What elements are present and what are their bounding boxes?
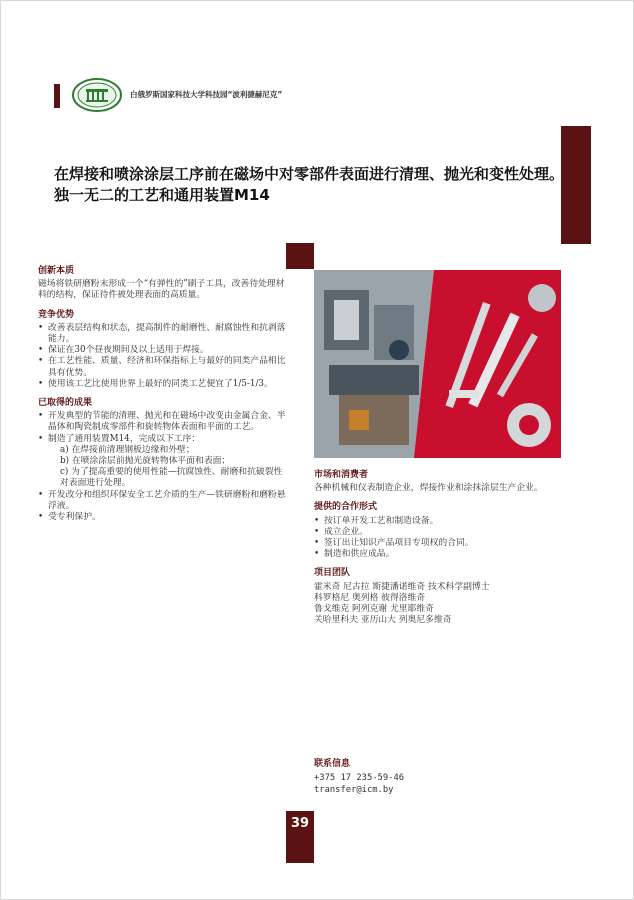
innovation-text: 磁场将铁研磨粉末形成一个“有弹性的”刷子工具，改善待处理材料的结构，保证待件被处理表面的高质量。 [38,279,285,301]
list-item: • 受专利保护。 [38,512,288,523]
market-heading: 市场和消费者 [314,470,369,480]
page-title: 在焊接和喷涂涂层工序前在磁场中对零部件表面进行清理、抛光和变性处理。独一无二的工艺和通用装置M14 [54,165,565,204]
market-text: 各种机械和仪表制造企业，焊接作业和涂抹涂层生产企业。 [314,483,543,494]
list-item: • 改善表层结构和状态，提高制件的耐磨性、耐腐蚀性和抗剥落能力。 [38,323,288,345]
cooperation-list [314,516,564,561]
list-item: • 制造和供应成品。 [314,549,564,560]
innovation-heading: 创新本质 [38,266,75,276]
list-item: • 签订出让知识产品项目专项权的合同。 [314,538,564,549]
sub-item: c) 为了提高重要的使用性能—抗腐蚀性、耐磨和抗破裂性对表面进行处理。 [60,467,283,489]
org-name: 白俄罗斯国家科技大学科技园“波利捷赫尼克” [130,90,283,99]
list-item: • 开发改分和组织环保安全工艺介质的生产—铁研磨粉和磨粉悬浮液。 [38,490,288,512]
left-column [38,266,288,531]
team-member: 科罗格尼 奥列格 彼得洛维奇 [314,592,426,603]
list-item-text: 制造了通用装置M14，完成以下工序： [48,433,201,444]
sub-list [48,445,288,490]
cooperation-heading: 提供的合作形式 [314,502,378,513]
contact-heading: 联系信息 [314,759,351,769]
team-member: 霍米奇 尼古拉 斯捷潘诺维奇 技术科学副博士 [314,581,490,592]
team-member: 鲁戈维克 阿列克谢 尤里耶维奇 [314,604,434,615]
list-item: • 按订单开发工艺和制造设备。 [314,516,564,527]
list-item: • 保证在30个昼夜期间及以上适用于焊接。 [38,345,288,356]
list-item: • 开发典型的节能的清理、抛光和在磁场中改变由金属合金、半晶体和陶瓷制成零部件和旋转物体表面和平面的工艺。 [38,411,288,433]
list-item [38,434,288,490]
list-item: • 成立企业。 [314,527,564,538]
advantages-heading: 竞争优势 [38,309,75,320]
header-accent-bar [54,84,60,108]
logo-icon [72,78,122,112]
list-item: • 使用该工艺比使用世界上最好的同类工艺便宜了1/5-1/3。 [38,379,288,390]
contact-email[interactable]: transfer@icm.by [314,785,394,795]
mid-accent-square [286,243,314,269]
team-member: 关哈里科夫 亚历山大 列奥尼多维奇 [314,615,452,626]
results-list [38,411,288,523]
team-heading: 项目团队 [314,568,351,579]
sub-item: a) 在焊接前清理钢板边缘和外壁； [60,444,195,455]
page-number: 39 [286,811,314,863]
advantages-list [38,323,288,390]
right-column [314,470,564,626]
contact-phone: +375 17 235-59-46 [314,773,405,783]
list-item: • 在工艺性能、质量、经济和环保指标上与最好的同类产品相比具有优势。 [38,356,288,378]
results-heading: 已取得的成果 [38,398,93,409]
team-list [314,582,564,627]
product-photo [314,270,561,458]
sub-item: b) 在喷涂涂层前抛光旋转物体平面和表面； [60,456,231,467]
contact-block [314,758,564,796]
